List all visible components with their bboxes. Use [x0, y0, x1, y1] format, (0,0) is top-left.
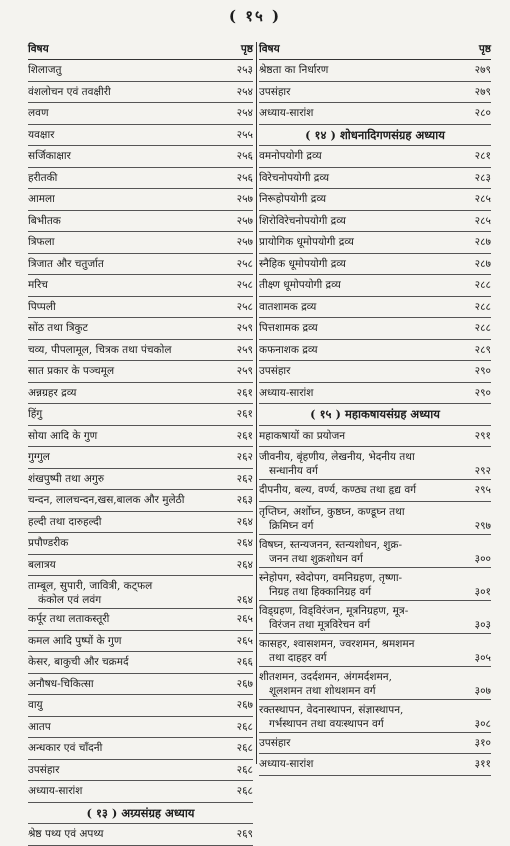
- entry-title-line: उपसंहार: [259, 736, 291, 749]
- entry-title: [28, 214, 65, 228]
- entry-title-line: हिंगु: [28, 408, 43, 420]
- toc-entry: [28, 275, 253, 297]
- entry-title: [28, 106, 53, 120]
- entry-title-line: श्रेष्ठता का निर्धारण: [259, 64, 329, 76]
- page-number: ( १५ ): [228, 7, 282, 25]
- entry-title: [259, 214, 350, 228]
- entry-title-line: बलात्रय: [28, 558, 56, 571]
- entry-title: [28, 63, 65, 77]
- entry-title: [28, 407, 46, 421]
- entry-page-number: २६४: [236, 558, 253, 571]
- entry-page-number: २६५: [236, 613, 253, 625]
- entry-title-line: विरेचनोपयोगी द्रव्य: [259, 171, 330, 184]
- entry-page-number: २५७: [236, 193, 253, 205]
- toc-entry: [28, 340, 253, 362]
- entry-page-number: २५९: [236, 322, 253, 334]
- column-divider: [256, 42, 257, 764]
- entry-title-line: प्रायोगिक धूमोपयोगी द्रव्य: [259, 236, 354, 248]
- entry-title-line: पित्तशामक द्रव्य: [259, 322, 318, 334]
- toc-entry: [28, 576, 253, 609]
- entry-title: [259, 300, 320, 314]
- entry-title: [28, 558, 60, 572]
- entry-title: [259, 171, 333, 185]
- entry-title-continuation: निग्रह तथा हिक्कानिग्रह वर्ग: [269, 585, 372, 598]
- toc-entry: [28, 674, 253, 696]
- entry-title: [28, 763, 63, 777]
- toc-header: [28, 40, 253, 60]
- entry-page-number: २९०: [474, 365, 491, 377]
- entry-title-continuation: सन्धानीय वर्ग: [269, 465, 318, 477]
- entry-title: [28, 343, 175, 357]
- toc-left-rows: [28, 60, 253, 846]
- entry-title-continuation: जनन तथा शुक्रशोधन वर्ग: [269, 552, 363, 565]
- entry-title-line: चव्य, पीपलामूल, चित्रक तथा पंचकोल: [28, 343, 172, 356]
- entry-page-number: २८७: [474, 257, 491, 270]
- entry-page-number: २५७: [236, 236, 253, 248]
- entry-title: [259, 386, 317, 400]
- toc-entry: [28, 555, 253, 577]
- entry-title: [28, 698, 47, 712]
- toc-entry: [259, 168, 491, 190]
- toc-entry: [259, 297, 491, 319]
- toc-entry: [28, 490, 253, 512]
- entry-page-number: २६९: [236, 828, 253, 840]
- entry-title-line: आमला: [28, 193, 55, 205]
- toc-entry: [28, 297, 253, 319]
- toc-entry: [259, 103, 491, 125]
- toc-entry: [28, 361, 253, 383]
- entry-title: [28, 655, 133, 669]
- toc-entry: [28, 631, 253, 653]
- toc-entry: [28, 211, 253, 233]
- entry-title: [259, 364, 294, 378]
- entry-title: [259, 85, 294, 99]
- toc-entry: [259, 480, 491, 502]
- entry-title: [28, 235, 58, 249]
- entry-title-line: कफनाशक द्रव्य: [259, 343, 318, 356]
- toc-entry: [28, 533, 253, 555]
- toc-entry: [28, 512, 253, 534]
- entry-title: [28, 386, 80, 400]
- entry-title: [259, 637, 419, 665]
- entry-title-line: पिप्पली: [28, 300, 56, 313]
- entry-title: [259, 670, 396, 698]
- toc-entry: [259, 340, 491, 362]
- entry-page-number: २९१: [474, 429, 491, 442]
- toc-entry: [259, 502, 491, 535]
- toc-entry: [259, 275, 491, 297]
- entry-title: [28, 192, 59, 206]
- entry-page-number: २९७: [474, 519, 491, 532]
- entry-page-number: २६५: [236, 634, 253, 647]
- entry-title-line: ताम्बूल, सुपारी, जावित्री, कट्फल: [28, 580, 153, 592]
- toc-right-column: [259, 40, 491, 776]
- toc-entry: [259, 146, 491, 168]
- entry-page-number: २८८: [474, 300, 491, 313]
- toc-entry: [28, 781, 253, 803]
- entry-title-line: त्रिजात और चतुर्जात: [28, 257, 104, 270]
- entry-title: [259, 571, 406, 599]
- entry-page-number: २८५: [474, 214, 491, 227]
- entry-title: [259, 149, 326, 163]
- entry-title-line: निरूहोपयोगी द्रव्य: [259, 193, 326, 205]
- entry-title: [28, 149, 75, 163]
- entry-title-line: हरीतकी: [28, 171, 58, 184]
- entry-page-number: २५७: [236, 214, 253, 227]
- entry-title: [259, 483, 420, 497]
- entry-title-line: तीक्ष्ण धूमोपयोगी द्रव्य: [259, 279, 341, 291]
- entry-title-line: सात प्रकार के पञ्चमूल: [28, 365, 115, 377]
- entry-title-line: स्नेहोपग, स्वेदोपग, वमनिग्रहण, तृष्णा-: [259, 571, 403, 584]
- entry-title-continuation: तथा दाहहर वर्ग: [269, 651, 327, 664]
- entry-title-line: अध्याय-सारांश: [28, 785, 83, 797]
- header-page: पृष्ठ: [478, 43, 491, 55]
- toc-entry: [259, 318, 491, 340]
- toc-entry: [28, 189, 253, 211]
- entry-title-line: अन्धकार एवं चाँदनी: [28, 742, 103, 754]
- entry-title: [28, 171, 61, 185]
- entry-title-line: चन्दन, लालचन्दन,खस,बालक और मुलेठी: [28, 494, 185, 506]
- entry-page-number: २५८: [236, 257, 253, 270]
- entry-title-continuation: शूलशमन तथा शोथशमन वर्ग: [269, 684, 376, 697]
- entry-title-line: महाकषायों का प्रयोजन: [259, 429, 346, 442]
- entry-page-number: २६४: [236, 594, 253, 606]
- entry-title: [28, 321, 92, 335]
- entry-page-number: २८८: [474, 322, 491, 334]
- entry-title: [28, 579, 156, 607]
- entry-title-line: कासहर, श्वासशमन, ज्वरशमन, श्रमशमन: [259, 637, 415, 650]
- entry-title: [28, 634, 125, 648]
- entry-page-number: ३०८: [474, 717, 491, 730]
- entry-title-line: वायु: [28, 699, 43, 711]
- entry-title-continuation: क्रिमिघ्न वर्ग: [269, 519, 314, 532]
- entry-title-line: विषघ्न, स्तन्यजनन, स्तन्यशोधन, शुक्र-: [259, 538, 403, 551]
- entry-page-number: २८१: [474, 150, 491, 162]
- entry-title-line: जीवनीय, बृंहणीय, लेखनीय, भेदनीय तथा: [259, 451, 415, 463]
- entry-page-number: २६८: [236, 763, 253, 776]
- entry-page-number: २६६: [236, 656, 253, 668]
- entry-page-number: २६७: [236, 677, 253, 690]
- entry-page-number: २७९: [474, 85, 491, 98]
- entry-title: [259, 343, 322, 357]
- entry-title-continuation: विरंजन तथा मूत्रविरेचन वर्ग: [269, 618, 371, 631]
- entry-title: [28, 429, 101, 443]
- entry-title: [259, 736, 294, 750]
- entry-title: [28, 257, 108, 271]
- entry-title-line: सोंठ तथा त्रिकुट: [28, 322, 88, 334]
- entry-page-number: २५६: [236, 171, 253, 184]
- entry-page-number: २९५: [474, 484, 491, 496]
- toc-entry: [28, 717, 253, 739]
- entry-title-line: आतप: [28, 720, 51, 733]
- toc-entry: [259, 361, 491, 383]
- toc-header: [259, 40, 491, 60]
- header-subject: विषय: [259, 43, 280, 55]
- entry-page-number: २६८: [236, 785, 253, 797]
- header-page: पृष्ठ: [240, 43, 253, 55]
- entry-title: [28, 128, 58, 142]
- toc-entry: [259, 568, 491, 601]
- entry-title-line: विड्ग्रहण, विड्विरंजन, मूत्रनिग्रहण, मूत्र-: [259, 604, 409, 617]
- toc-entry: [28, 447, 253, 469]
- entry-page-number: २५८: [236, 279, 253, 291]
- entry-page-number: २६४: [236, 537, 253, 549]
- entry-title-line: सर्जिकाक्षार: [28, 150, 71, 162]
- entry-title: [28, 278, 52, 292]
- toc-entry: [28, 760, 253, 782]
- entry-title-line: शिरोविरेचनोपयोगी द्रव्य: [259, 214, 346, 227]
- toc-entry: [259, 383, 491, 405]
- entry-title: [28, 493, 188, 507]
- entry-page-number: २५९: [236, 343, 253, 356]
- entry-page-number: ३००: [474, 552, 491, 565]
- entry-title-line: मरिच: [28, 279, 48, 291]
- entry-title: [28, 827, 108, 841]
- entry-title: [259, 257, 350, 271]
- entry-title: [259, 604, 412, 632]
- toc-entry: [28, 695, 253, 717]
- entry-title-line: लवण: [28, 107, 49, 119]
- entry-page-number: २८९: [474, 343, 491, 356]
- entry-page-number: २६४: [236, 515, 253, 528]
- entry-page-number: २५६: [236, 150, 253, 162]
- entry-title-line: दीपनीय, बल्य, वर्ण्य, कण्ठ्य तथा हृद्य वर्ग: [259, 484, 417, 496]
- toc-entry: [28, 60, 253, 82]
- entry-page-number: २९२: [474, 465, 491, 477]
- entry-title-line: त्रिफला: [28, 236, 55, 248]
- entry-page-number: २५८: [236, 300, 253, 313]
- entry-page-number: २६२: [236, 472, 253, 485]
- chapter-heading: ( १४ ) शोधनादिगणसंग्रह अध्याय: [259, 125, 491, 147]
- entry-title: [259, 192, 330, 206]
- toc-entry: [28, 318, 253, 340]
- header-subject: विषय: [28, 43, 49, 55]
- entry-title-line: शंखपुष्पी तथा अगुरु: [28, 472, 105, 485]
- entry-title-line: उपसंहार: [259, 365, 291, 377]
- entry-title-continuation: कंकोल एवं लवंग: [38, 594, 102, 606]
- toc-entry: [259, 447, 491, 480]
- entry-title-line: यवक्षार: [28, 128, 55, 141]
- entry-title: [28, 677, 98, 691]
- entry-title: [259, 278, 345, 292]
- toc-entry: [28, 82, 253, 104]
- entry-title-line: सोया आदि के गुण: [28, 429, 98, 442]
- toc-entry: [28, 232, 253, 254]
- toc-entry: [259, 601, 491, 634]
- toc-entry: [28, 254, 253, 276]
- entry-title-line: उपसंहार: [28, 763, 60, 776]
- entry-title: [28, 300, 60, 314]
- toc-entry: [28, 426, 253, 448]
- entry-page-number: ३१०: [474, 736, 491, 749]
- entry-title-line: तृप्तिघ्न, अर्शोघ्न, कुष्ठघ्न, कण्डूघ्न तथा: [259, 505, 405, 518]
- entry-title: [28, 784, 86, 798]
- entry-title-line: केसर, बाकुची और चक्रमर्द: [28, 656, 129, 668]
- entry-title: [28, 472, 108, 486]
- entry-page-number: २६७: [236, 699, 253, 711]
- entry-title-line: स्नैहिक धूमोपयोगी द्रव्य: [259, 257, 346, 270]
- toc-entry: [28, 609, 253, 631]
- entry-page-number: ३०१: [474, 585, 491, 598]
- entry-page-number: ३०३: [474, 618, 491, 631]
- entry-page-number: २९०: [474, 386, 491, 399]
- entry-page-number: २६३: [236, 494, 253, 506]
- toc-entry: [28, 383, 253, 405]
- entry-title-line: उपसंहार: [259, 85, 291, 98]
- entry-title-line: बिभीतक: [28, 214, 61, 227]
- toc-entry: [259, 754, 491, 776]
- entry-title-line: श्रेष्ठ पथ्य एवं अपथ्य: [28, 828, 104, 840]
- entry-title: [259, 321, 322, 335]
- toc-entry: [259, 535, 491, 568]
- toc-entry: [28, 824, 253, 846]
- toc-entry: [28, 146, 253, 168]
- toc-entry: [28, 168, 253, 190]
- toc-entry: [28, 652, 253, 674]
- entry-title-line: अनौषध-चिकित्सा: [28, 677, 94, 690]
- entry-page-number: २६१: [236, 408, 253, 420]
- entry-title-line: अध्याय-सारांश: [259, 758, 314, 770]
- entry-title-line: अन्नग्रहर द्रव्य: [28, 386, 77, 399]
- toc-entry: [28, 738, 253, 760]
- entry-page-number: २८३: [474, 171, 491, 184]
- entry-title-line: शिलाजतु: [28, 64, 62, 76]
- chapter-heading: ( १३ ) अग्र्यसंग्रह अध्याय: [28, 803, 253, 825]
- toc-entry: [259, 700, 491, 733]
- entry-title: [28, 612, 113, 626]
- entry-page-number: २५३: [236, 64, 253, 76]
- entry-title: [259, 63, 332, 77]
- entry-page-number: २७९: [474, 64, 491, 76]
- entry-page-number: २८०: [474, 107, 491, 119]
- toc-entry: [259, 189, 491, 211]
- toc-entry: [259, 426, 491, 448]
- toc-entry: [259, 733, 491, 755]
- entry-title-continuation: गर्भस्थापन तथा वयःस्थापन वर्ग: [269, 717, 384, 730]
- toc-entry: [259, 667, 491, 700]
- entry-title: [28, 741, 106, 755]
- entry-title: [28, 515, 105, 529]
- entry-title: [259, 505, 409, 533]
- entry-title: [259, 106, 317, 120]
- toc-entry: [28, 103, 253, 125]
- entry-page-number: २६८: [236, 742, 253, 754]
- entry-page-number: २६१: [236, 429, 253, 442]
- toc-entry: [28, 469, 253, 491]
- entry-page-number: ३११: [474, 758, 491, 770]
- entry-page-number: ३०५: [474, 651, 491, 664]
- toc-entry: [28, 125, 253, 147]
- entry-page-number: २५५: [236, 128, 253, 141]
- toc-entry: [28, 404, 253, 426]
- entry-title-line: कमल आदि पुष्पों के गुण: [28, 634, 122, 647]
- toc-left-column: [28, 40, 253, 846]
- entry-title-line: वंशलोचन एवं तवक्षीरी: [28, 85, 111, 98]
- entry-page-number: २८५: [474, 193, 491, 205]
- entry-title: [259, 538, 406, 566]
- entry-title: [28, 450, 54, 464]
- entry-title-line: अध्याय-सारांश: [259, 386, 314, 399]
- entry-page-number: २८७: [474, 236, 491, 248]
- entry-title-line: शीतशमन, उदर्दशमन, अंगमर्दशमन,: [259, 670, 392, 683]
- toc-entry: [259, 634, 491, 667]
- toc-entry: [259, 254, 491, 276]
- entry-page-number: २५४: [236, 107, 253, 119]
- entry-title-line: हल्दी तथा दारुहल्दी: [28, 515, 102, 528]
- entry-title: [28, 536, 72, 550]
- entry-title: [28, 364, 118, 378]
- entry-title-line: वमनोपयोगी द्रव्य: [259, 150, 322, 162]
- entry-title: [259, 450, 419, 478]
- entry-page-number: २६२: [236, 451, 253, 463]
- entry-title: [28, 85, 115, 99]
- entry-title-line: कर्पूर तथा लताकस्तूरी: [28, 613, 110, 625]
- toc-entry: [259, 82, 491, 104]
- entry-title: [259, 703, 407, 731]
- entry-title: [259, 235, 358, 249]
- entry-title-line: रक्तस्थापन, वेदनास्थापन, संज्ञास्थापन,: [259, 703, 404, 716]
- entry-page-number: ३०७: [474, 684, 491, 697]
- entry-page-number: २६१: [236, 386, 253, 399]
- entry-title-line: अध्याय-सारांश: [259, 107, 314, 119]
- entry-page-number: २८८: [474, 279, 491, 291]
- toc-right-rows: [259, 60, 491, 776]
- entry-title: [259, 429, 349, 443]
- entry-title: [259, 757, 317, 771]
- entry-page-number: २५४: [236, 85, 253, 98]
- toc-entry: [259, 232, 491, 254]
- toc-entry: [259, 60, 491, 82]
- chapter-heading: ( १५ ) महाकषायसंग्रह अध्याय: [259, 404, 491, 426]
- entry-page-number: २६८: [236, 720, 253, 733]
- entry-title-line: प्रपौण्डरीक: [28, 537, 69, 549]
- entry-title: [28, 720, 55, 734]
- entry-title-line: गुग्गुल: [28, 451, 50, 463]
- toc-entry: [259, 211, 491, 233]
- entry-page-number: २५९: [236, 365, 253, 377]
- entry-title-line: वातशामक द्रव्य: [259, 300, 317, 313]
